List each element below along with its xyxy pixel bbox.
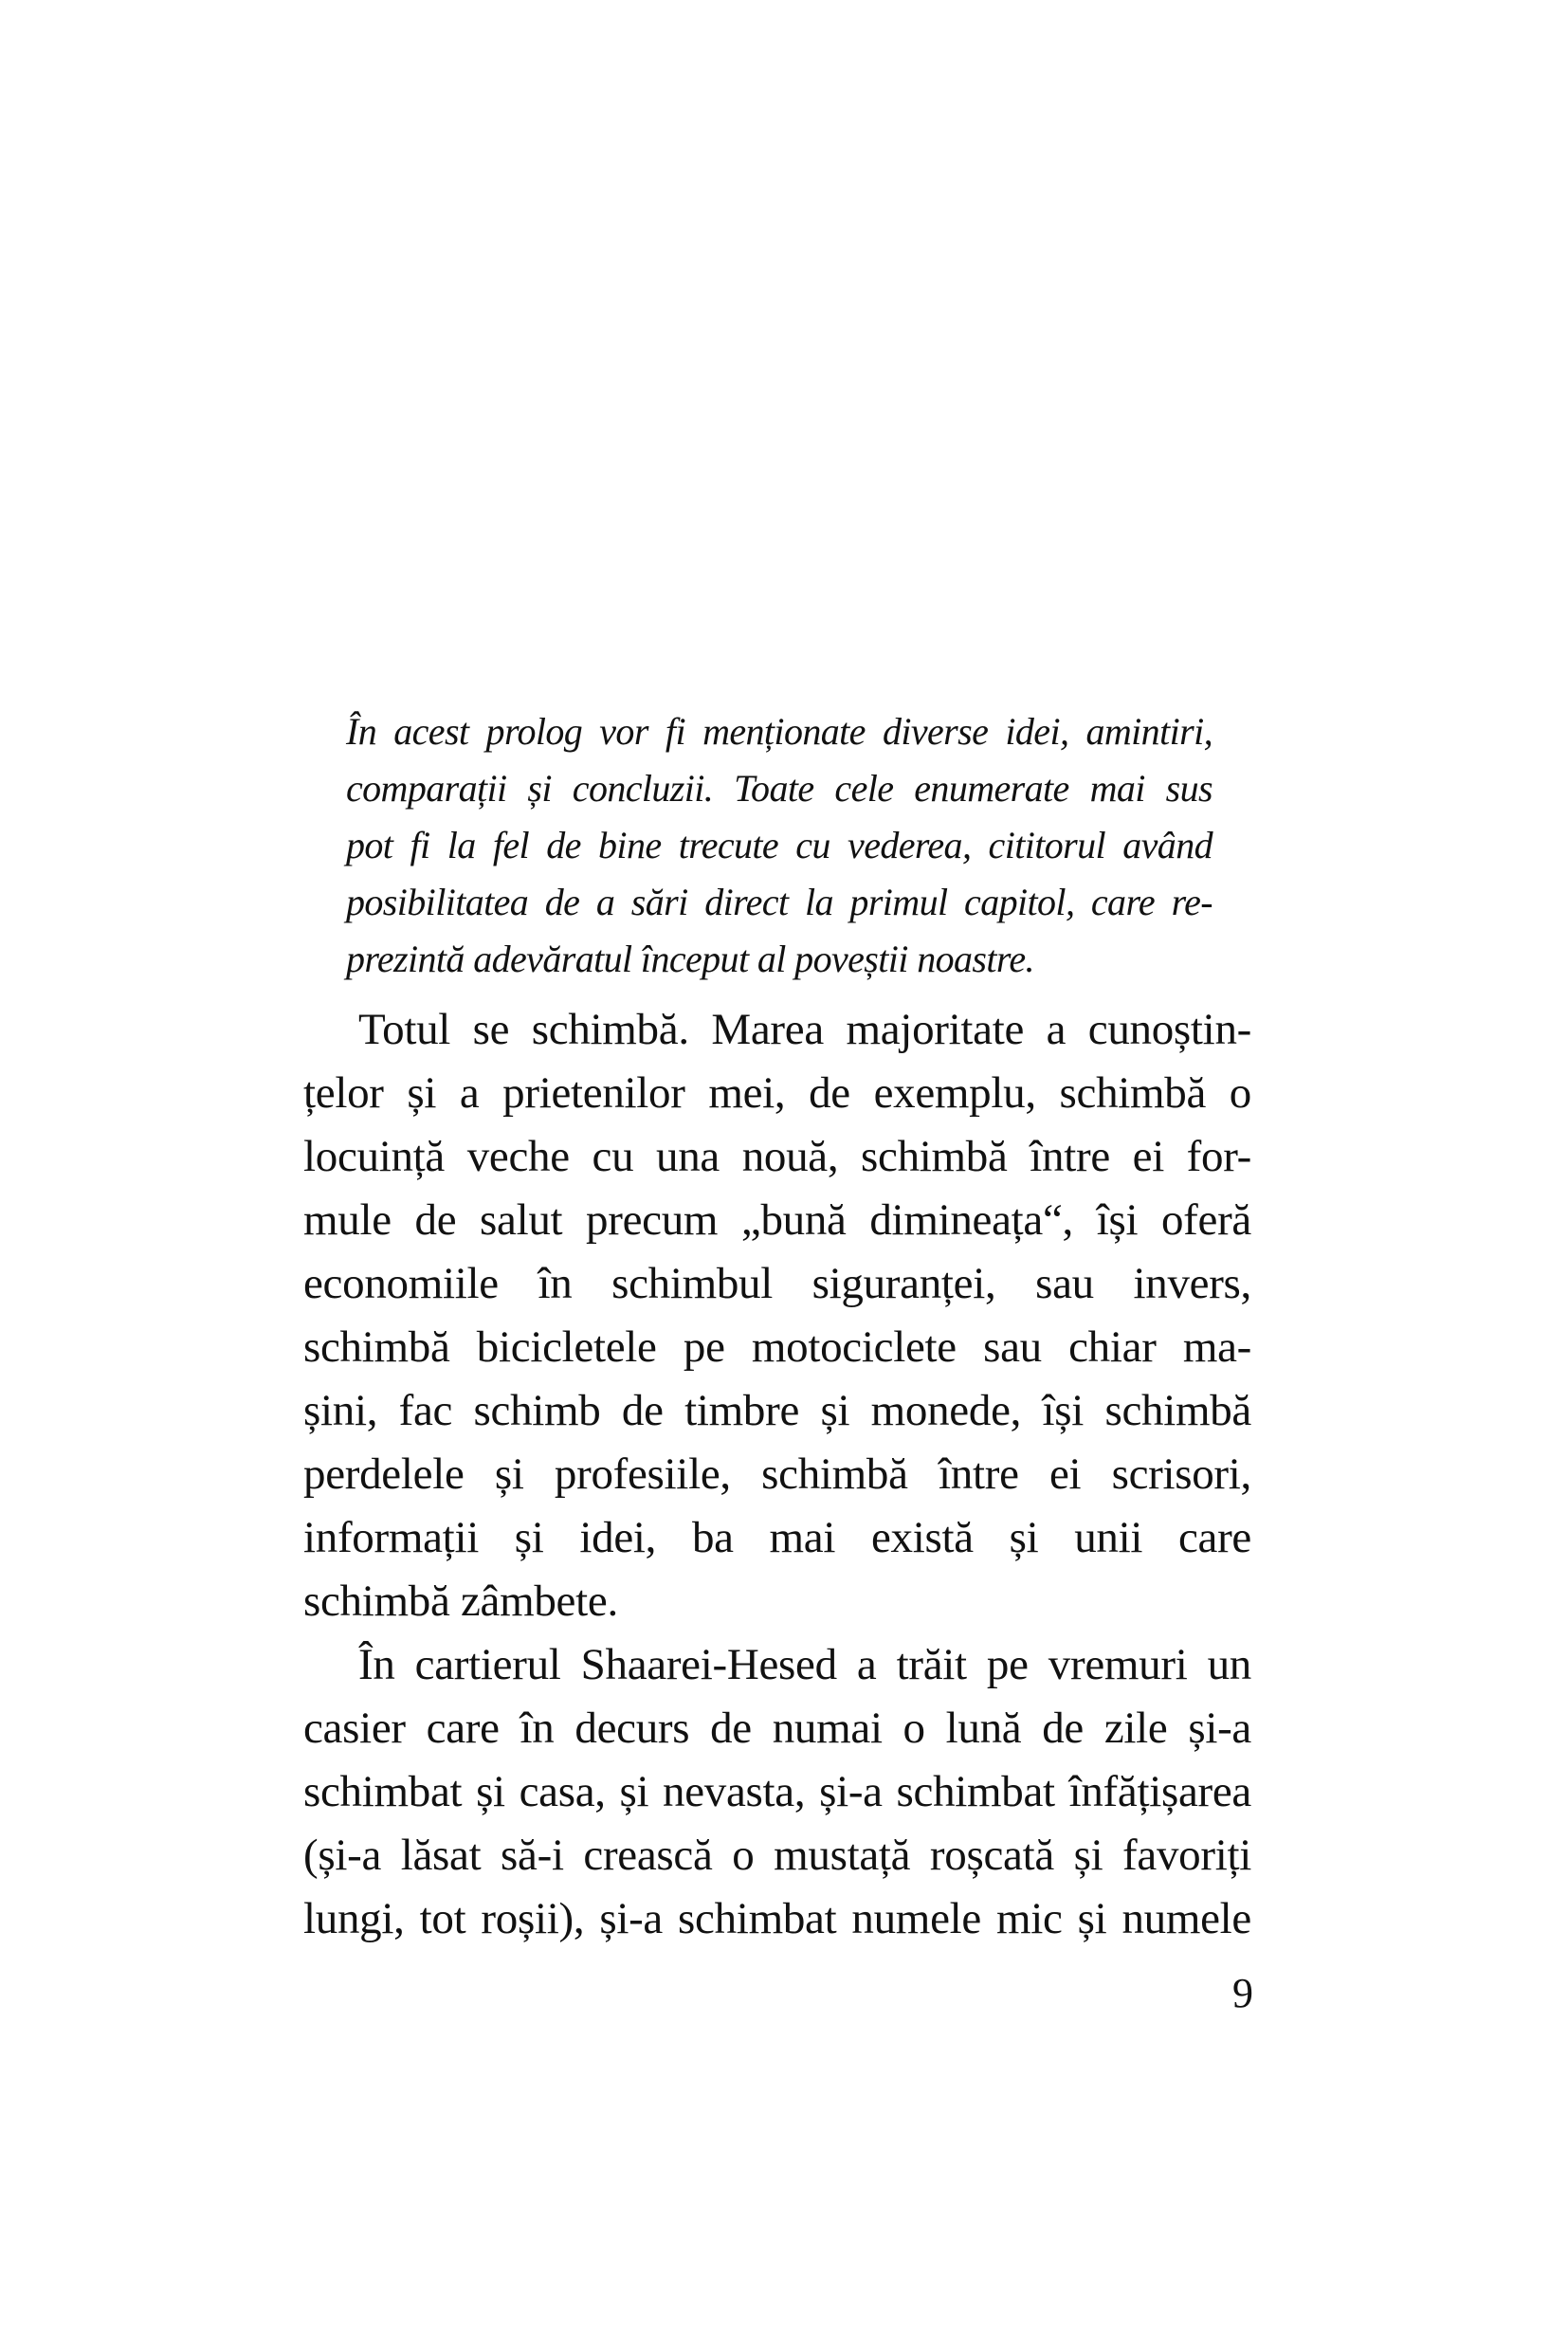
prolog-line: În acest prolog vor fi menționate diverse idei, amintiri, (346, 710, 1212, 753)
text-line: schimbă bicicletele pe motociclete sau chiar ma- (303, 1322, 1251, 1372)
text-line: schimbă zâmbete. (303, 1576, 618, 1626)
text-line: Totul se schimbă. Marea majoritate a cunoștin- (358, 1005, 1251, 1054)
prolog-line: prezintă adevăratul început al poveștii noastre. (346, 938, 1034, 980)
text-line: locuință veche cu una nouă, schimbă între ei for- (303, 1132, 1251, 1181)
text-line: mule de salut precum „bună dimineața“, își oferă (303, 1195, 1251, 1245)
text-line: informații și idei, ba mai există și unii care (303, 1513, 1251, 1562)
prolog-italic-note (346, 703, 1212, 988)
body-text (303, 998, 1251, 1951)
text-line: (și-a lăsat să-i crească o mustață roșcată și favoriți (303, 1831, 1251, 1880)
text-line: șini, fac schimb de timbre și monede, își schimbă (303, 1386, 1251, 1435)
paragraph-1 (303, 998, 1251, 1633)
paragraph-2 (303, 1633, 1251, 1951)
text-line: casier care în decurs de numai o lună de zile și-a (303, 1704, 1251, 1753)
prolog-line: pot fi la fel de bine trecute cu vederea, cititorul având (346, 824, 1212, 866)
text-line: economiile în schimbul siguranței, sau invers, (303, 1259, 1251, 1308)
text-line: schimbat și casa, și nevasta, și-a schimbat înfățișarea (303, 1767, 1251, 1816)
text-line: țelor și a prietenilor mei, de exemplu, schimbă o (303, 1068, 1251, 1118)
page-number: 9 (1232, 1970, 1253, 2016)
prolog-line: posibilitatea de a sări direct la primul capitol, care re- (346, 881, 1212, 923)
prolog-line: comparații și concluzii. Toate cele enumerate mai sus (346, 767, 1212, 810)
text-line: perdelele și profesiile, schimbă între ei scrisori, (303, 1449, 1251, 1499)
text-line: lungi, tot roșii), și-a schimbat numele mic și numele (303, 1894, 1251, 1943)
text-line: În cartierul Shaarei-Hesed a trăit pe vremuri un (358, 1640, 1251, 1689)
